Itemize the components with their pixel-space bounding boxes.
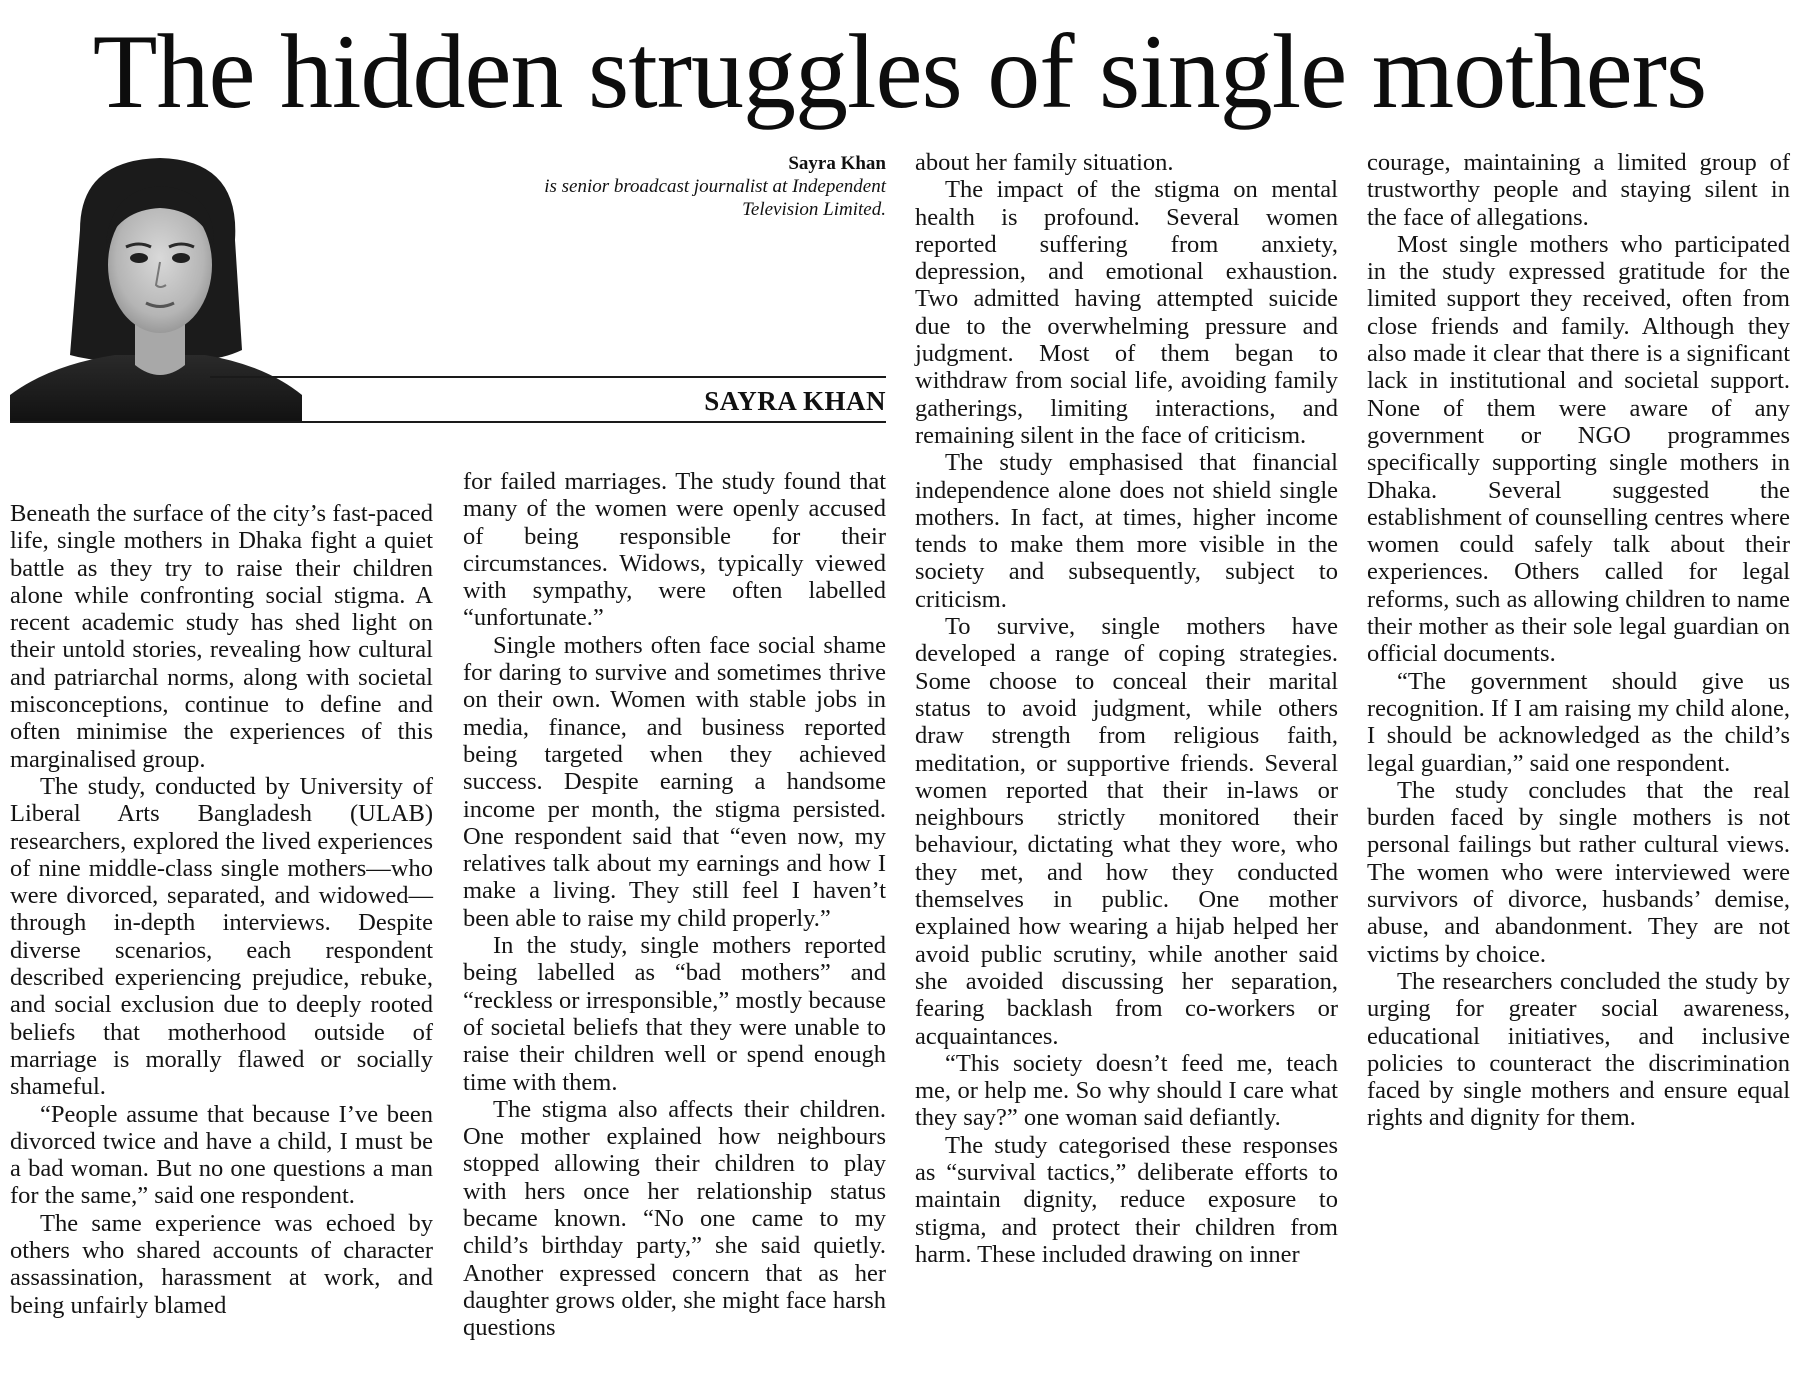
paragraph: “This society doesn’t feed me, teach me, or help me. So why should I care what they say?” one woman said defiantly. bbox=[915, 1049, 1338, 1132]
author-name-caps: SAYRA KHAN bbox=[704, 386, 886, 416]
paragraph: about her family situation. bbox=[915, 149, 1174, 176]
paragraph: In the study, single mothers reported being labelled as “bad mothers” and “reckless or irresponsible,” mostly because of societal beliefs that they were unable to raise their children well or spend enough time with them. bbox=[463, 932, 886, 1096]
paragraph: “The government should give us recognition. If I am raising my child alone, I should be acknowledged as the child’s legal guardian,” said one respondent. bbox=[1367, 667, 1790, 777]
paragraph: Single mothers often face social shame for daring to survive and sometimes thrive on their own. Women with stable jobs in media, finance, and business reported being targeted when they achieved success. Despite earning a handsome income per month, the stigma persisted. One respondent said that “even now, my relatives talk about my earnings and how I make a living. They still feel I haven’t been able to raise my child properly.” bbox=[463, 631, 886, 932]
paragraph: The study, conducted by University of Liberal Arts Bangladesh (ULAB) researchers, explored the lived experiences of nine middle-class single mothers—who were divorced, separated, and widowed—through in-depth interviews. Despite diverse scenarios, each respondent described experiencing prejudice, rebuke, and social exclusion due to deeply rooted beliefs that motherhood outside of marriage is morally flawed or socially shameful. bbox=[10, 772, 433, 1101]
paragraph: The impact of the stigma on mental health is profound. Several women reported suffering from anxiety, depression, and emotional exhaustion. Two admitted having attempted suicide due to the overwhelming pressure and judgment. Most of them began to withdraw from social life, avoiding family gatherings, limiting interactions, and remaining silent in the face of criticism. bbox=[915, 176, 1338, 449]
paragraph: The study categorised these responses as “survival tactics,” deliberate efforts to maintain dignity, reduce exposure to stigma, and protect their children from harm. These included drawing on inner bbox=[915, 1131, 1338, 1268]
paragraph: “People assume that because I’ve been divorced twice and have a child, I must be a bad woman. But no one questions a man for the same,” said one respondent. bbox=[10, 1100, 433, 1210]
paragraph: for failed marriages. The study found that many of the women were openly accused of being responsible for their circumstances. Widows, typically viewed with sympathy, were often labelled “unfortunate.” bbox=[463, 468, 886, 632]
paragraph: The study concludes that the real burden faced by single mothers is not personal failings but rather cultural views. The women who were interviewed were survivors of divorce, husbands’ demise, abuse, and abandonment. They are not victims by choice. bbox=[1367, 776, 1790, 968]
paragraph: The stigma also affects their children. One mother explained how neighbours stopped allowing their children to play with hers once her relationship status became known. “No one came to my child’s birthday party,” she said quietly. Another expressed concern that as her daughter grows older, she might face harsh questions bbox=[463, 1095, 886, 1342]
paragraph: courage, maintaining a limited group of trustworthy people and staying silent in the face of allegations. bbox=[1367, 149, 1790, 231]
paragraph: Most single mothers who participated in the study expressed gratitude for the limited support they received, often from close friends and family. Although they also made it clear that there is a significant lack in institutional and societal support. None of them were aware of any government or NGO programmes specifically supporting single mothers in Dhaka. Several suggested the establishment of counselling centres where women could safely talk about their experiences. Others called for legal reforms, such as allowing children to name their mother as their sole legal guardian on official documents. bbox=[1367, 230, 1790, 668]
author-name-small: Sayra Khan bbox=[788, 153, 886, 174]
article-column-2 bbox=[463, 468, 886, 1342]
paragraph: The same experience was echoed by others who shared accounts of character assassination, harassment at work, and being unfairly blamed bbox=[10, 1209, 433, 1319]
paragraph: The researchers concluded the study by urging for greater social awareness, educational initiatives, and inclusive policies to counteract the discrimination faced by single mothers and ensure equal rights and dignity for them. bbox=[1367, 967, 1790, 1132]
article-column-4 bbox=[1367, 149, 1790, 1132]
paragraph: To survive, single mothers have developed a range of coping strategies. Some choose to conceal their marital status to avoid judgment, while others draw strength from religious faith, meditation, or supportive friends. Several women reported that their in-laws or neighbours strictly monitored their behaviour, dictating what they wore, who they met, and how they conducted themselves in public. One mother explained how wearing a hijab helped her avoid public scrutiny, while another said she avoided discussing her separation, fearing backlash from co-workers or acquaintances. bbox=[915, 613, 1338, 1050]
article-column-1 bbox=[10, 500, 433, 1319]
author-byline-box bbox=[10, 150, 886, 423]
headline: The hidden struggles of single mothers bbox=[92, 13, 1707, 130]
paragraph: The study emphasised that financial independence alone does not shield single mothers. In fact, at times, higher income tends to make them more visible in the society and subsequently, subject to criticism. bbox=[915, 449, 1338, 613]
paragraph: Beneath the surface of the city’s fast-paced life, single mothers in Dhaka fight a quiet battle as they try to raise their children alone while confronting social stigma. A recent academic study has shed light on their untold stories, revealing how cultural and patriarchal norms, along with societal misconceptions, continue to define and often minimise the experiences of this marginalised group. bbox=[10, 500, 433, 773]
article-column-3 bbox=[915, 149, 1338, 1268]
author-portrait bbox=[10, 150, 302, 423]
byline-rule-bottom bbox=[10, 421, 886, 423]
author-description: is senior broadcast journalist at Independent Television Limited. bbox=[544, 176, 886, 220]
byline-rule-top bbox=[210, 376, 886, 378]
